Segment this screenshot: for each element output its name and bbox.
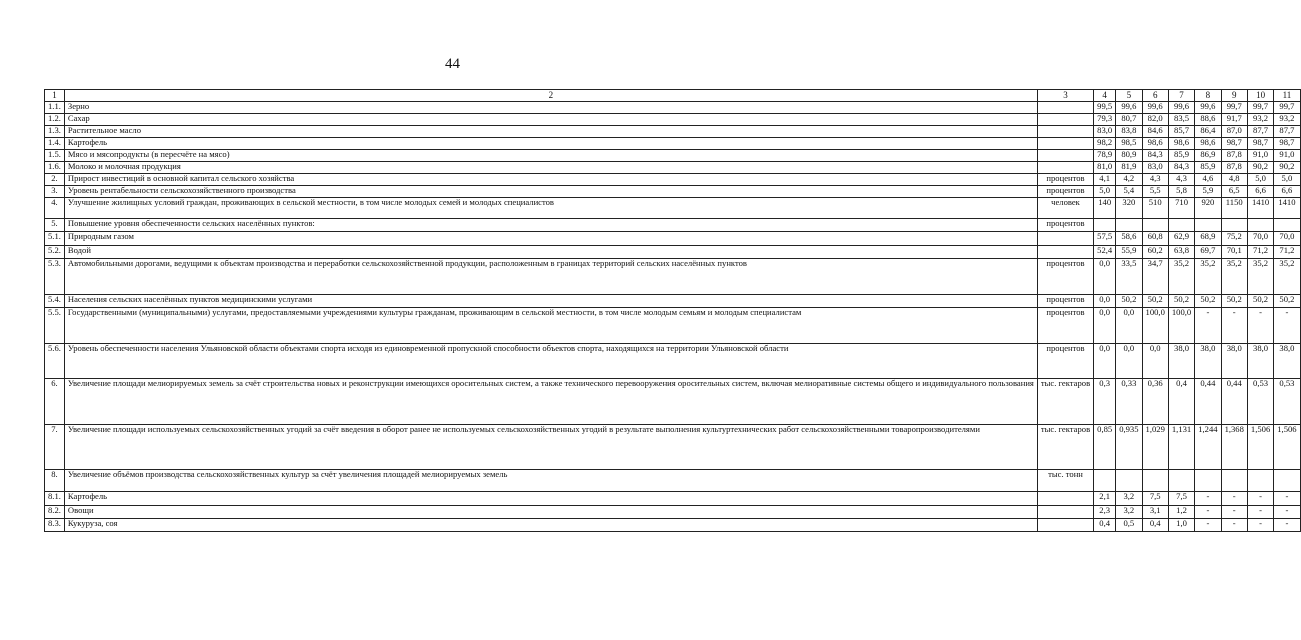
value-cell: 0,4: [1142, 519, 1168, 532]
value-cell: 0,53: [1247, 379, 1273, 425]
row-number: 4.: [45, 198, 65, 219]
unit-cell: [1037, 102, 1093, 114]
value-cell: 35,2: [1168, 259, 1194, 295]
value-cell: 57,5: [1094, 232, 1116, 246]
indicator-name: Автомобильными дорогами, ведущими к объектам производства и переработки сельскохозяйственной продукции, расположенным в границах территорий сельских населённых пунктов: [64, 259, 1037, 295]
row-number: 8.1.: [45, 492, 65, 506]
value-cell: -: [1195, 519, 1221, 532]
value-cell: 0,0: [1094, 308, 1116, 344]
unit-cell: [1037, 519, 1093, 532]
value-cell: [1142, 219, 1168, 232]
value-cell: 35,2: [1221, 259, 1247, 295]
table-row: [45, 114, 1301, 126]
value-cell: 5,4: [1116, 186, 1142, 198]
value-cell: [1274, 470, 1300, 492]
value-cell: 99,6: [1116, 102, 1142, 114]
row-number: 2.: [45, 174, 65, 186]
value-cell: 1,029: [1142, 425, 1168, 470]
value-cell: 91,0: [1247, 150, 1273, 162]
value-cell: 6,6: [1274, 186, 1300, 198]
value-cell: 98,5: [1116, 138, 1142, 150]
column-header: 11: [1274, 90, 1300, 102]
value-cell: 50,2: [1195, 295, 1221, 308]
row-number: 1.5.: [45, 150, 65, 162]
value-cell: -: [1274, 519, 1300, 532]
value-cell: 98,6: [1168, 138, 1194, 150]
row-number: 1.3.: [45, 126, 65, 138]
unit-cell: [1037, 162, 1093, 174]
value-cell: 0,53: [1274, 379, 1300, 425]
value-cell: 82,0: [1142, 114, 1168, 126]
value-cell: 87,7: [1247, 126, 1273, 138]
unit-cell: [1037, 114, 1093, 126]
table-row: [45, 506, 1301, 519]
value-cell: 93,2: [1247, 114, 1273, 126]
row-number: 1.2.: [45, 114, 65, 126]
table-row: [45, 162, 1301, 174]
column-header: 6: [1142, 90, 1168, 102]
value-cell: 81,9: [1116, 162, 1142, 174]
indicator-name: Молоко и молочная продукция: [64, 162, 1037, 174]
value-cell: 98,6: [1142, 138, 1168, 150]
value-cell: 4,2: [1116, 174, 1142, 186]
value-cell: 1,244: [1195, 425, 1221, 470]
row-number: 1.6.: [45, 162, 65, 174]
value-cell: 7,5: [1142, 492, 1168, 506]
value-cell: 1410: [1247, 198, 1273, 219]
value-cell: 0,44: [1195, 379, 1221, 425]
column-header: 8: [1195, 90, 1221, 102]
value-cell: 98,7: [1274, 138, 1300, 150]
value-cell: [1116, 470, 1142, 492]
table-row: [45, 102, 1301, 114]
value-cell: 50,2: [1247, 295, 1273, 308]
value-cell: 1,506: [1274, 425, 1300, 470]
value-cell: 320: [1116, 198, 1142, 219]
row-number: 5.4.: [45, 295, 65, 308]
value-cell: 35,2: [1195, 259, 1221, 295]
value-cell: 0,0: [1116, 308, 1142, 344]
value-cell: 93,2: [1274, 114, 1300, 126]
row-number: 3.: [45, 186, 65, 198]
value-cell: 1,2: [1168, 506, 1194, 519]
value-cell: 86,4: [1195, 126, 1221, 138]
value-cell: 6,6: [1247, 186, 1273, 198]
unit-cell: [1037, 246, 1093, 259]
value-cell: 99,5: [1094, 102, 1116, 114]
value-cell: 86,9: [1195, 150, 1221, 162]
value-cell: 1410: [1274, 198, 1300, 219]
indicator-name: Картофель: [64, 138, 1037, 150]
indicator-name: Мясо и мясопродукты (в пересчёте на мясо): [64, 150, 1037, 162]
unit-cell: процентов: [1037, 308, 1093, 344]
indicator-name: Природным газом: [64, 232, 1037, 246]
value-cell: 50,2: [1221, 295, 1247, 308]
column-header: 9: [1221, 90, 1247, 102]
indicator-name: Увеличение площади используемых сельскохозяйственных угодий за счёт введения в оборот ранее не используемых сельскохозяйственных угодий в результате выполнения культуртехнических работ сельскохозяйственными товаропроизводителями: [64, 425, 1037, 470]
value-cell: 5,5: [1142, 186, 1168, 198]
unit-cell: [1037, 150, 1093, 162]
table-row: [45, 308, 1301, 344]
table-row: [45, 470, 1301, 492]
row-number: 5.3.: [45, 259, 65, 295]
row-number: 5.: [45, 219, 65, 232]
indicators-table: [44, 89, 1301, 532]
value-cell: 1,0: [1168, 519, 1194, 532]
table-header-row: [45, 90, 1301, 102]
value-cell: [1168, 219, 1194, 232]
value-cell: -: [1195, 308, 1221, 344]
value-cell: 60,8: [1142, 232, 1168, 246]
row-number: 8.: [45, 470, 65, 492]
value-cell: -: [1247, 492, 1273, 506]
value-cell: 85,7: [1168, 126, 1194, 138]
value-cell: 63,8: [1168, 246, 1194, 259]
value-cell: 84,6: [1142, 126, 1168, 138]
row-number: 8.3.: [45, 519, 65, 532]
value-cell: 71,2: [1274, 246, 1300, 259]
value-cell: -: [1247, 519, 1273, 532]
table-row: [45, 246, 1301, 259]
unit-cell: процентов: [1037, 295, 1093, 308]
table-row: [45, 379, 1301, 425]
value-cell: 87,0: [1221, 126, 1247, 138]
value-cell: 52,4: [1094, 246, 1116, 259]
value-cell: [1142, 470, 1168, 492]
value-cell: 83,0: [1094, 126, 1116, 138]
value-cell: 38,0: [1221, 344, 1247, 379]
column-header: 5: [1116, 90, 1142, 102]
value-cell: 50,2: [1142, 295, 1168, 308]
value-cell: 88,6: [1195, 114, 1221, 126]
value-cell: 78,9: [1094, 150, 1116, 162]
value-cell: 50,2: [1168, 295, 1194, 308]
value-cell: 98,2: [1094, 138, 1116, 150]
value-cell: [1116, 219, 1142, 232]
value-cell: 0,0: [1094, 344, 1116, 379]
value-cell: -: [1247, 506, 1273, 519]
value-cell: [1094, 470, 1116, 492]
value-cell: 0,935: [1116, 425, 1142, 470]
unit-cell: процентов: [1037, 186, 1093, 198]
value-cell: -: [1274, 308, 1300, 344]
value-cell: 140: [1094, 198, 1116, 219]
value-cell: -: [1221, 506, 1247, 519]
value-cell: [1195, 470, 1221, 492]
value-cell: [1274, 219, 1300, 232]
value-cell: [1168, 470, 1194, 492]
value-cell: 71,2: [1247, 246, 1273, 259]
table-row: [45, 519, 1301, 532]
value-cell: 87,8: [1221, 150, 1247, 162]
row-number: 1.4.: [45, 138, 65, 150]
table-row: [45, 219, 1301, 232]
column-header: 1: [45, 90, 65, 102]
value-cell: 3,2: [1116, 492, 1142, 506]
value-cell: 55,9: [1116, 246, 1142, 259]
value-cell: 100,0: [1168, 308, 1194, 344]
value-cell: [1221, 219, 1247, 232]
indicator-name: Растительное масло: [64, 126, 1037, 138]
table-row: [45, 492, 1301, 506]
value-cell: 87,7: [1274, 126, 1300, 138]
row-number: 7.: [45, 425, 65, 470]
indicator-name: Государственными (муниципальными) услугами, предоставляемыми учреждениями культуры гражданам, проживающим в сельской местности, в том числе молодым семьям и молодым специалистам: [64, 308, 1037, 344]
value-cell: [1094, 219, 1116, 232]
value-cell: -: [1195, 506, 1221, 519]
value-cell: 1150: [1221, 198, 1247, 219]
value-cell: 5,0: [1094, 186, 1116, 198]
value-cell: 85,9: [1195, 162, 1221, 174]
unit-cell: [1037, 492, 1093, 506]
value-cell: 34,7: [1142, 259, 1168, 295]
value-cell: 80,9: [1116, 150, 1142, 162]
value-cell: 5,0: [1274, 174, 1300, 186]
value-cell: 50,2: [1274, 295, 1300, 308]
value-cell: 2,1: [1094, 492, 1116, 506]
value-cell: 70,1: [1221, 246, 1247, 259]
value-cell: 98,7: [1221, 138, 1247, 150]
value-cell: 50,2: [1116, 295, 1142, 308]
table-row: [45, 232, 1301, 246]
indicator-name: Кукуруза, соя: [64, 519, 1037, 532]
indicator-name: Увеличение площади мелиорируемых земель за счёт строительства новых и реконструкции имеющихся оросительных систем, а также технического перевооружения оросительных систем, включая мелиоративные системы общего и индивидуального пользования: [64, 379, 1037, 425]
value-cell: [1195, 219, 1221, 232]
indicator-name: Прирост инвестиций в основной капитал сельского хозяйства: [64, 174, 1037, 186]
value-cell: 0,0: [1094, 295, 1116, 308]
value-cell: [1247, 219, 1273, 232]
value-cell: -: [1221, 308, 1247, 344]
value-cell: 4,8: [1221, 174, 1247, 186]
value-cell: 58,6: [1116, 232, 1142, 246]
table-row: [45, 198, 1301, 219]
value-cell: 70,0: [1274, 232, 1300, 246]
indicator-name: Улучшение жилищных условий граждан, проживающих в сельской местности, в том числе молодых семей и молодых специалистов: [64, 198, 1037, 219]
value-cell: 91,7: [1221, 114, 1247, 126]
unit-cell: тыс. гектаров: [1037, 425, 1093, 470]
unit-cell: тыс. гектаров: [1037, 379, 1093, 425]
row-number: 5.1.: [45, 232, 65, 246]
value-cell: 80,7: [1116, 114, 1142, 126]
unit-cell: процентов: [1037, 219, 1093, 232]
value-cell: 0,4: [1168, 379, 1194, 425]
column-header: 4: [1094, 90, 1116, 102]
value-cell: 99,6: [1195, 102, 1221, 114]
value-cell: 68,9: [1195, 232, 1221, 246]
value-cell: 4,3: [1168, 174, 1194, 186]
value-cell: 79,3: [1094, 114, 1116, 126]
unit-cell: человек: [1037, 198, 1093, 219]
value-cell: 83,0: [1142, 162, 1168, 174]
table-row: [45, 295, 1301, 308]
value-cell: 99,7: [1247, 102, 1273, 114]
indicator-name: Населения сельских населённых пунктов медицинскими услугами: [64, 295, 1037, 308]
value-cell: 98,6: [1195, 138, 1221, 150]
indicator-name: Картофель: [64, 492, 1037, 506]
value-cell: 1,506: [1247, 425, 1273, 470]
unit-cell: процентов: [1037, 259, 1093, 295]
value-cell: 4,3: [1142, 174, 1168, 186]
value-cell: 0,0: [1116, 344, 1142, 379]
value-cell: 84,3: [1142, 150, 1168, 162]
row-number: 5.6.: [45, 344, 65, 379]
unit-cell: [1037, 138, 1093, 150]
value-cell: 100,0: [1142, 308, 1168, 344]
table-row: [45, 150, 1301, 162]
indicator-name: Водой: [64, 246, 1037, 259]
value-cell: 83,5: [1168, 114, 1194, 126]
value-cell: 33,5: [1116, 259, 1142, 295]
indicator-name: Зерно: [64, 102, 1037, 114]
value-cell: 90,2: [1247, 162, 1273, 174]
column-header: 7: [1168, 90, 1194, 102]
page-number: 44: [445, 56, 460, 72]
value-cell: 0,4: [1094, 519, 1116, 532]
value-cell: 710: [1168, 198, 1194, 219]
value-cell: 5,0: [1247, 174, 1273, 186]
value-cell: 75,2: [1221, 232, 1247, 246]
row-number: 5.5.: [45, 308, 65, 344]
value-cell: 1,131: [1168, 425, 1194, 470]
value-cell: 87,8: [1221, 162, 1247, 174]
unit-cell: процентов: [1037, 174, 1093, 186]
value-cell: 99,6: [1142, 102, 1168, 114]
value-cell: 3,2: [1116, 506, 1142, 519]
value-cell: 35,2: [1247, 259, 1273, 295]
value-cell: 85,9: [1168, 150, 1194, 162]
value-cell: 62,9: [1168, 232, 1194, 246]
value-cell: 38,0: [1168, 344, 1194, 379]
table-row: [45, 174, 1301, 186]
value-cell: 0,0: [1142, 344, 1168, 379]
unit-cell: [1037, 126, 1093, 138]
value-cell: 70,0: [1247, 232, 1273, 246]
value-cell: 60,2: [1142, 246, 1168, 259]
column-header: 2: [64, 90, 1037, 102]
value-cell: 38,0: [1247, 344, 1273, 379]
row-number: 6.: [45, 379, 65, 425]
indicator-name: Сахар: [64, 114, 1037, 126]
value-cell: 99,7: [1221, 102, 1247, 114]
unit-cell: [1037, 506, 1093, 519]
column-header: 3: [1037, 90, 1093, 102]
value-cell: 1,368: [1221, 425, 1247, 470]
value-cell: -: [1274, 506, 1300, 519]
row-number: 1.1.: [45, 102, 65, 114]
value-cell: 0,5: [1116, 519, 1142, 532]
value-cell: -: [1195, 492, 1221, 506]
value-cell: 38,0: [1274, 344, 1300, 379]
table-row: [45, 138, 1301, 150]
value-cell: 0,44: [1221, 379, 1247, 425]
value-cell: 84,3: [1168, 162, 1194, 174]
value-cell: 91,0: [1274, 150, 1300, 162]
value-cell: 83,8: [1116, 126, 1142, 138]
unit-cell: тыс. тонн: [1037, 470, 1093, 492]
unit-cell: процентов: [1037, 344, 1093, 379]
value-cell: [1221, 470, 1247, 492]
value-cell: -: [1221, 492, 1247, 506]
value-cell: 0,85: [1094, 425, 1116, 470]
value-cell: 920: [1195, 198, 1221, 219]
unit-cell: [1037, 232, 1093, 246]
value-cell: [1247, 470, 1273, 492]
value-cell: 0,0: [1094, 259, 1116, 295]
value-cell: 2,3: [1094, 506, 1116, 519]
value-cell: 98,7: [1247, 138, 1273, 150]
value-cell: 38,0: [1195, 344, 1221, 379]
value-cell: 5,8: [1168, 186, 1194, 198]
indicator-name: Повышение уровня обеспеченности сельских населённых пунктов:: [64, 219, 1037, 232]
indicator-name: Уровень рентабельности сельскохозяйственного производства: [64, 186, 1037, 198]
value-cell: 510: [1142, 198, 1168, 219]
value-cell: -: [1247, 308, 1273, 344]
value-cell: 7,5: [1168, 492, 1194, 506]
indicator-name: Уровень обеспеченности населения Ульяновской области объектами спорта исходя из единовременной пропускной способности объектов спорта, находящихся на территории Ульяновской области: [64, 344, 1037, 379]
row-number: 5.2.: [45, 246, 65, 259]
indicator-name: Увеличение объёмов производства сельскохозяйственных культур за счёт увеличения площадей мелиорируемых земель: [64, 470, 1037, 492]
table-row: [45, 259, 1301, 295]
value-cell: 4,1: [1094, 174, 1116, 186]
value-cell: 35,2: [1274, 259, 1300, 295]
table-row: [45, 126, 1301, 138]
value-cell: 81,0: [1094, 162, 1116, 174]
value-cell: 0,36: [1142, 379, 1168, 425]
value-cell: -: [1274, 492, 1300, 506]
row-number: 8.2.: [45, 506, 65, 519]
value-cell: 69,7: [1195, 246, 1221, 259]
value-cell: -: [1221, 519, 1247, 532]
value-cell: 4,6: [1195, 174, 1221, 186]
indicator-name: Овощи: [64, 506, 1037, 519]
table-row: [45, 425, 1301, 470]
table-row: [45, 344, 1301, 379]
value-cell: 99,6: [1168, 102, 1194, 114]
column-header: 10: [1247, 90, 1273, 102]
value-cell: 90,2: [1274, 162, 1300, 174]
value-cell: 6,5: [1221, 186, 1247, 198]
value-cell: 3,1: [1142, 506, 1168, 519]
value-cell: 0,3: [1094, 379, 1116, 425]
value-cell: 99,7: [1274, 102, 1300, 114]
value-cell: 5,9: [1195, 186, 1221, 198]
value-cell: 0,33: [1116, 379, 1142, 425]
table-row: [45, 186, 1301, 198]
